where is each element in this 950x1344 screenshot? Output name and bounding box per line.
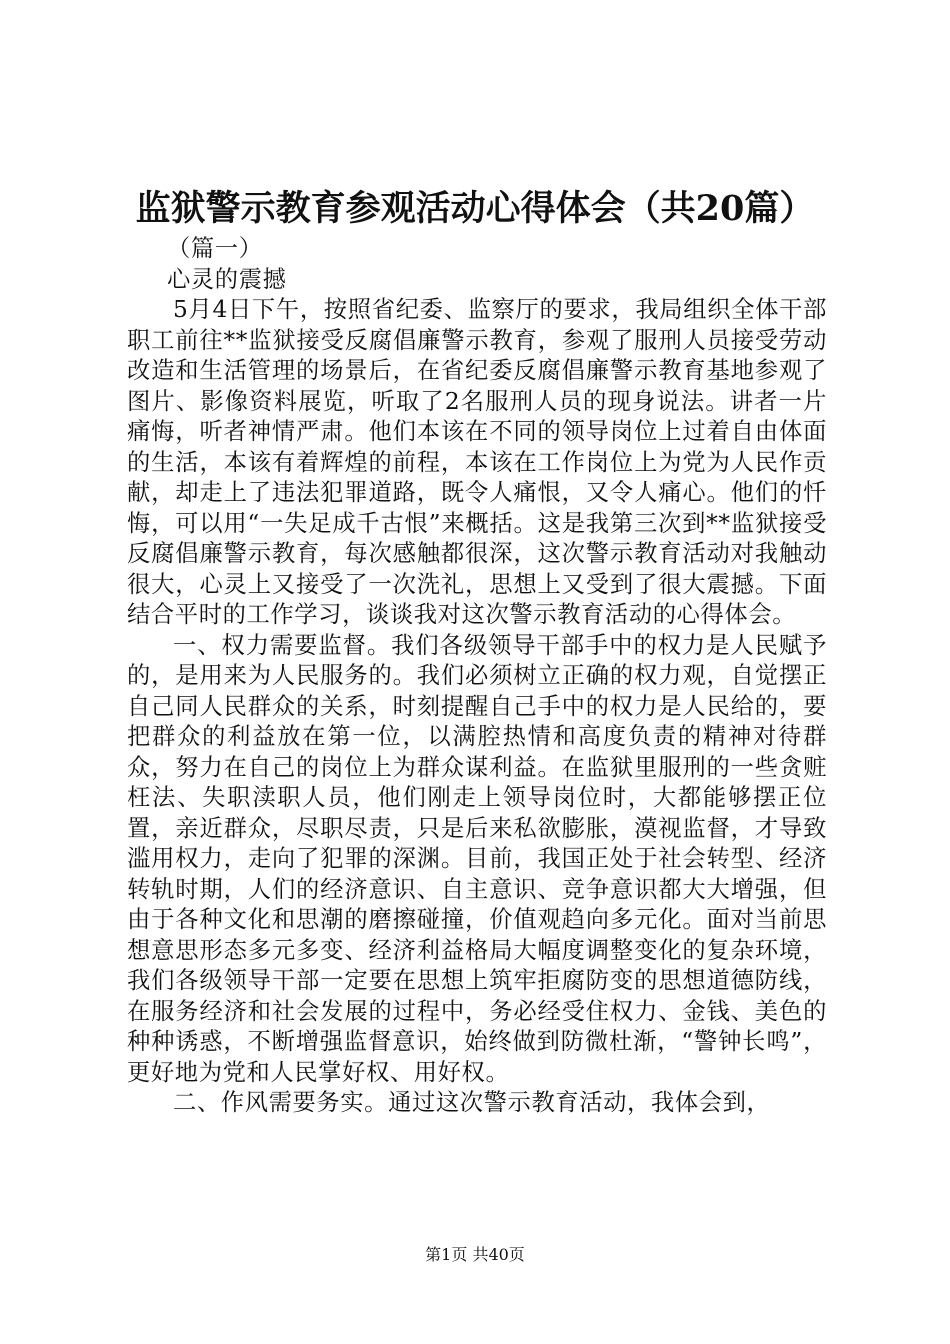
document-body (127, 234, 827, 1119)
paragraph-point-two: 二、作风需要务实。通过这次警示教育活动，我体会到， (173, 1089, 771, 1116)
paragraph-point-one: 一、权力需要监督。我们各级领导干部手中的权力是人民赋予的，是用来为人民服务的。我们必须树立正确的权力观，自觉摆正自己同人民群众的关系，时刻提醒自己手中的权力是人民给的，要把群众的利益放在第一位，以满腔热情和高度负责的精神对待群众，努力在自己的岗位上为群众谋利益。在监狱里服刑的一些贪赃枉法、失职渎职人员，他们刚走上领导岗位时，大都能够摆正位置，亲近群众，尽职尽责，只是后来私欲膨胀，漠视监督，才导致滥用权力，走向了犯罪的深渊。目前，我国正处于社会转型、经济转轨时期，人们的经济意识、自主意识、竞争意识都大大增强，但由于各种文化和思潮的磨擦碰撞，价值观趋向多元化。面对当前思想意思形态多元多变、经济利益格局大幅度调整变化的复杂环境，我们各级领导干部一定要在思想上筑牢拒腐防变的思想道德防线，在服务经济和社会发展的过程中，务必经受住权力、金钱、美色的种种诱惑，不断增强监督意识，始终做到防微杜渐，“警钟长鸣”，更好地为党和人民掌好权、用好权。 (127, 631, 827, 1086)
paragraph-intro: 5月4日下午，按照省纪委、监察厅的要求，我局组织全体干部职工前往**监狱接受反腐倡廉警示教育，参观了服刑人员接受劳动改造和生活管理的场景后，在省纪委反腐倡廉警示教育基地参观了图片、影像资料展览，听取了2名服刑人员的现身说法。讲者一片痛悔，听者神情严肃。他们本该在不同的领导岗位上过着自由体面的生活，本该有着辉煌的前程，本该在工作岗位上为党为人民作贡献，却走上了违法犯罪道路，既令人痛恨，又令人痛心。他们的忏悔，可以用“一失足成千古恨”来概括。这是我第三次到**监狱接受反腐倡廉警示教育，每次感触都很深，这次警示教育活动对我触动很大，心灵上又接受了一次洗礼，思想上又受到了很大震撼。下面结合平时的工作学习，谈谈我对这次警示教育活动的心得体会。 (127, 296, 827, 628)
document-title: 监狱警示教育参观活动心得体会（共20篇） (135, 188, 815, 229)
section-subtitle: 心灵的震撼 (167, 265, 287, 293)
page-footer: 第1页 共40页 (425, 1245, 525, 1264)
section-label: （篇一） (167, 235, 263, 262)
